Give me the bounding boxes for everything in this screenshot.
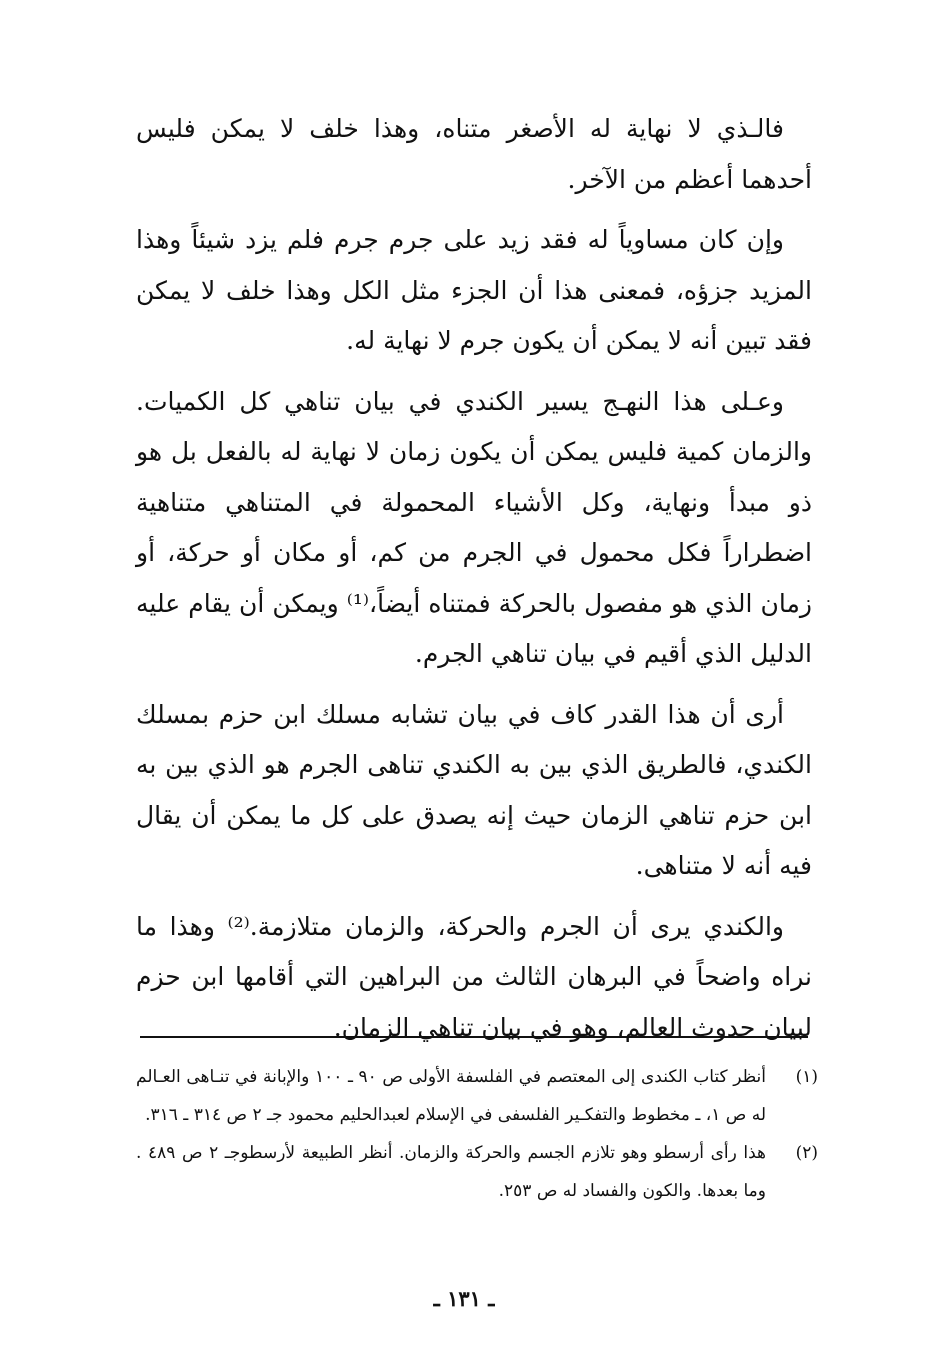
- footnote-2-text: هذا رأى أرسطو وهو تلازم الجسم والحركة والزمان. أنظر الطبيعة لأرسطوجـ ٢ ص ٤٨٩ . وما بعدها. والكون والفساد له ص ٢٥٣.: [136, 1143, 766, 1201]
- footnotes: [136, 1058, 818, 1210]
- footnote-2-marker: (٢): [795, 1143, 818, 1163]
- paragraph-5: والكندي يرى أن الجرم والحركة، والزمان متلازمة.⁽²⁾ وهذا ما نراه واضحاً في البرهان الثالث من البراهين التي أقامها ابن حزم لبيان حدوث العالم، وهو في بيان تناهي الزمان.: [136, 911, 812, 1042]
- page-number: ـ ١٣١ ـ: [433, 1286, 495, 1311]
- paragraph-3: وعـلى هذا النهـج يسير الكندي في بيان تناهي كل الكميات. والزمان كمية فليس يمكن أن يكون زمان لا نهاية له بالفعل بل هو ذو مبدأ ونهاية، وكل الأشياء المحمولة في المتناهي متناهية اضطراراً فكل محمول في الجرم من كم، أو مكان أو حركة، أو زمان الذي هو مفصول بالحركة فمتناه أيضاً،⁽¹⁾ ويمكن أن يقام عليه الدليل الذي أقيم في بيان تناهي الجرم.: [136, 386, 812, 668]
- paragraph-4: أرى أن هذا القدر كاف في بيان تشابه مسلك ابن حزم بمسلك الكندي، فالطريق الذي بين به الكندي تناهى الجرم هو الذي بين به ابن حزم تناهي الزمان حيث إنه يصدق على كل ما يمكن أن يقال فيه أنه لا متناهى.: [136, 699, 812, 880]
- footnote-2: [136, 1134, 818, 1210]
- footnote-1-text: أنظر كتاب الكندى إلى المعتصم في الفلسفة الأولى ص ٩٠ ـ ١٠٠ والإبانة في تنـاهى العـالم له ص ١، ـ مخطوط والتفكـير الفلسفى في الإسلام لعبدالحليم محمود جـ ٢ ص ٣١٤ ـ ٣١٦.: [136, 1067, 766, 1125]
- footnote-1: [136, 1058, 818, 1134]
- paragraph-1: فالـذي لا نهاية له الأصغر متناه، وهذا خلف لا يمكن فليس أحدهما أعظم من الآخر.: [136, 114, 812, 194]
- footnote-divider: [140, 1036, 808, 1038]
- main-text: [136, 104, 812, 1063]
- paragraph-2: وإن كان مساوياً له فقد زيد على جرم جرم فلم يزد شيئاً وهذا المزيد جزؤه، فمعنى هذا أن الجزء مثل الكل وهذا خلف لا يمكن فقد تبين أنه لا يمكن أن يكون جرم لا نهاية له.: [136, 225, 812, 355]
- footnote-1-marker: (١): [795, 1067, 818, 1087]
